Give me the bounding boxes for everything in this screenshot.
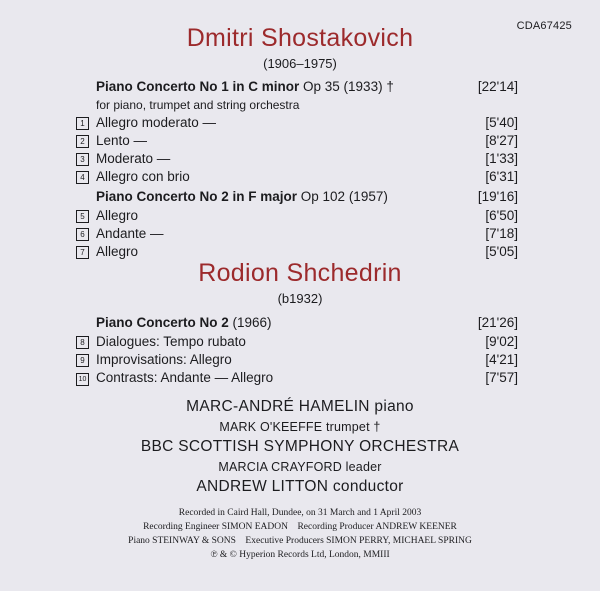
track-row[interactable] [76, 370, 518, 386]
track-number: 9 [76, 354, 89, 367]
work-title [76, 315, 518, 330]
track-title: Moderato — [96, 151, 171, 166]
composer-name: Dmitri Shostakovich [186, 24, 414, 52]
catalog-number: CDA67425 [516, 20, 572, 32]
track-number: 1 [76, 117, 89, 130]
track-title: Dialogues: Tempo rubato [96, 334, 246, 349]
track-number: 10 [76, 373, 89, 386]
track-number: 8 [76, 336, 89, 349]
work-duration: [22'14] [477, 79, 518, 94]
composer-dates: (1906–1975) [263, 56, 337, 71]
track-number: 3 [76, 153, 89, 166]
work-title [76, 189, 518, 204]
track-number: 4 [76, 171, 89, 184]
track-row[interactable] [76, 334, 518, 349]
orchestra-credit: BBC SCOTTISH SYMPHONY ORCHESTRA [140, 438, 460, 455]
pianist-credit: MARC-ANDRÉ HAMELIN piano [186, 398, 414, 415]
track-duration: [1'33] [485, 151, 518, 166]
conductor-credit: ANDREW LITTON conductor [196, 478, 404, 495]
trumpet-credit: MARK O'KEEFFE trumpet † [219, 420, 381, 434]
work-scoring: for piano, trumpet and string orchestra [96, 98, 300, 112]
track-number: 7 [76, 246, 89, 259]
track-row[interactable] [76, 244, 518, 259]
work-title-main: Piano Concerto No 2 [96, 315, 229, 330]
composer-dates: (b1932) [277, 291, 323, 306]
track-row[interactable] [76, 208, 518, 223]
track-title: Allegro con brio [96, 169, 190, 184]
track-title: Allegro [96, 244, 139, 259]
work-title [76, 79, 518, 94]
recording-engineer-producer: Recording Engineer SIMON EADON Recording Producer ANDREW KEENER [143, 522, 457, 532]
work-title-details: Op 35 (1933) † [299, 79, 394, 94]
track-duration: [7'57] [485, 370, 518, 385]
track-row[interactable] [76, 151, 518, 166]
track-duration: [4'21] [485, 352, 518, 367]
track-duration: [7'18] [485, 226, 518, 241]
work-title-main: Piano Concerto No 2 in F major [96, 189, 298, 204]
work-title-main: Piano Concerto No 1 in C minor [96, 79, 300, 94]
work-title-details: (1966) [228, 315, 272, 330]
track-title: Lento — [96, 133, 148, 148]
track-title: Contrasts: Andante — Allegro [96, 370, 274, 385]
track-number: 5 [76, 210, 89, 223]
track-title: Improvisations: Allegro [96, 352, 232, 367]
work-duration: [21'26] [477, 315, 518, 330]
track-number: 2 [76, 135, 89, 148]
track-duration: [6'31] [485, 169, 518, 184]
work-duration: [19'16] [477, 189, 518, 204]
composer-name: Rodion Shchedrin [198, 259, 402, 287]
track-duration: [5'40] [485, 115, 518, 130]
track-duration: [9'02] [485, 334, 518, 349]
track-row[interactable] [76, 115, 518, 130]
track-duration: [5'05] [485, 244, 518, 259]
track-row[interactable] [76, 352, 518, 367]
track-title: Allegro moderato — [96, 115, 217, 130]
recording-piano-executives: Piano STEINWAY & SONS Executive Producers SIMON PERRY, MICHAEL SPRING [128, 536, 472, 546]
copyright-notice: ℗ & © Hyperion Records Ltd, London, MMIII [210, 550, 390, 560]
track-title: Andante — [96, 226, 164, 241]
track-duration: [8'27] [485, 133, 518, 148]
track-number: 6 [76, 228, 89, 241]
track-row[interactable] [76, 226, 518, 241]
track-row[interactable] [76, 169, 518, 184]
track-title: Allegro [96, 208, 139, 223]
track-row[interactable] [76, 133, 518, 148]
work-title-details: Op 102 (1957) [297, 189, 388, 204]
leader-credit: MARCIA CRAYFORD leader [218, 460, 382, 474]
track-duration: [6'50] [485, 208, 518, 223]
recording-venue: Recorded in Caird Hall, Dundee, on 31 March and 1 April 2003 [178, 508, 422, 518]
